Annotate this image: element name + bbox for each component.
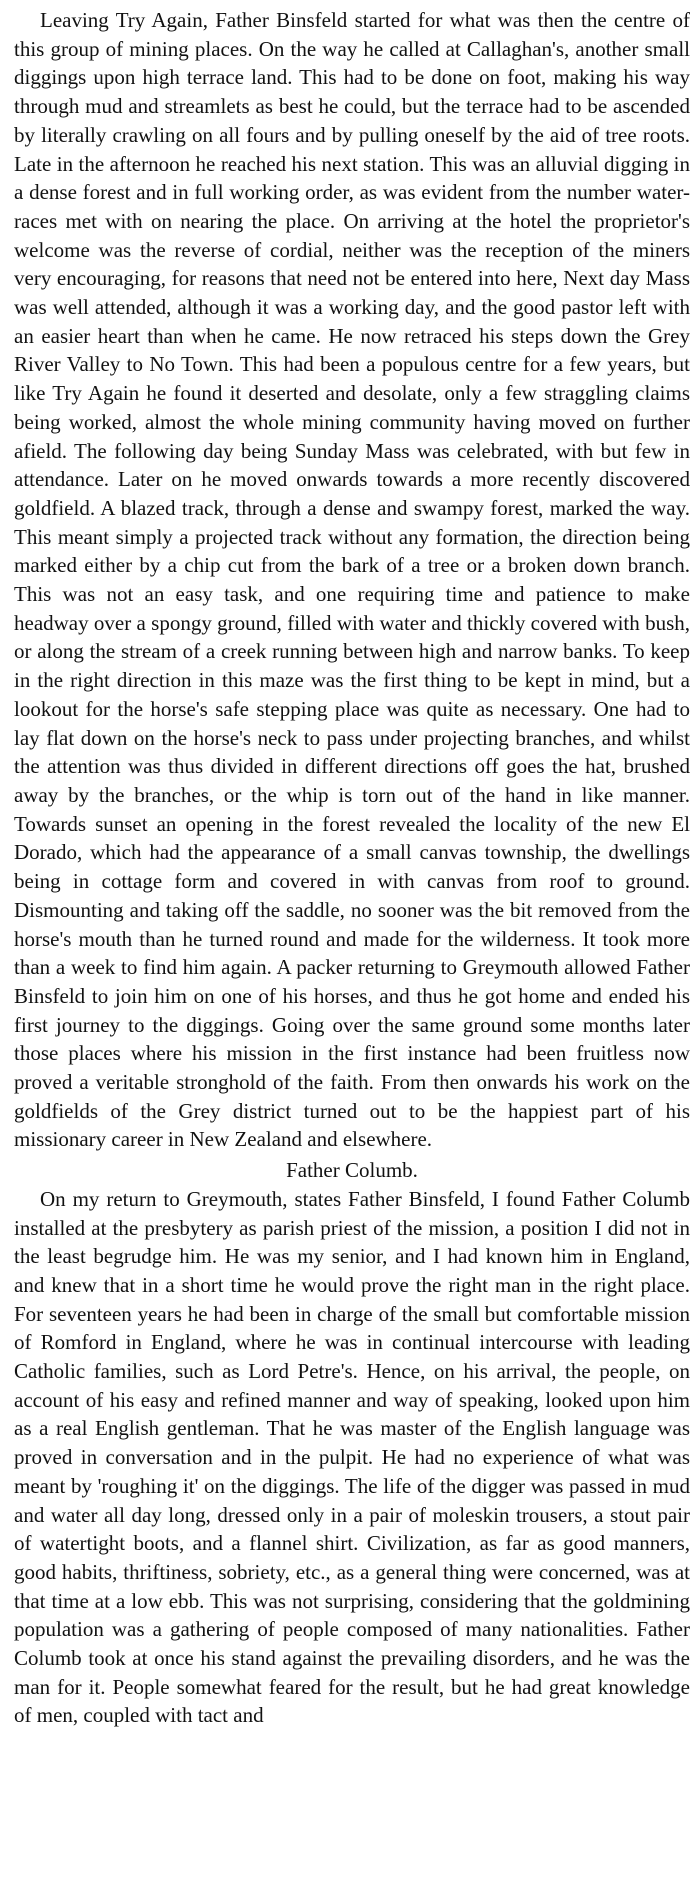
section-heading: Father Columb. — [286, 1158, 418, 1183]
article-paragraph-1: Leaving Try Again, Father Binsfeld started for what was then the centre of this group of mining places. On the way he called at Callaghan's, another small diggings upon high terrace land. This had to be done on foot, making his way through mud and streamlets as best he could, but the terrace had to be ascended by literally crawling on all fours and by pulling oneself by the aid of tree roots. Late in the afternoon he reached his next station. This was an alluvial digging in a dense forest and in full working order, as was evident from the number water-races met with on nearing the place. On arriving at the hotel the proprietor's welcome was the reverse of cordial, neither was the reception of the miners very encouraging, for reasons that need not be entered into here, Next day Mass was well attended, although it was a working day, and the good pastor left with an easier heart than when he came. He now retraced his steps down the Grey River Valley to No Town. This had been a populous centre for a few years, but like Try Again he found it deserted and desolate, only a few straggling claims being worked, almost the whole mining community having moved on further afield. The following day being Sunday Mass was celebrated, with but few in attendance. Later on he moved onwards towards a more recently discovered goldfield. A blazed track, through a dense and swampy forest, marked the way. This meant simply a projected track without any formation, the direction being marked either by a chip cut from the bark of a tree or a broken down branch. This was not an easy task, and one requiring time and patience to make headway over a spongy ground, filled with water and thickly covered with bush, or along the stream of a creek running between high and narrow banks. To keep in the right direction in this maze was the first thing to be kept in mind, but a lookout for the horse's safe stepping place was quite as necessary. One had to lay flat down on the horse's neck to pass under projecting branches, and whilst the attention was thus divided in different directions off goes the hat, brushed away by the branches, or the whip is torn out of the hand in like manner. Towards sunset an opening in the forest revealed the locality of the new El Dorado, which had the appearance of a small canvas township, the dwellings being in cottage form and covered in with canvas from roof to ground. Dismounting and taking off the saddle, no sooner was the bit removed from the horse's mouth than he turned round and made for the wilderness. It took more than a week to find him again. A packer returning to Greymouth allowed Father Binsfeld to join him on one of his horses, and thus he got home and ended his first journey to the diggings. Going over the same ground some months later those places where his mission in the first instance had been fruitless now proved a veritable stronghold of the faith. From then onwards his work on the goldfields of the Grey district turned out to be the happiest part of his missionary career in New Zealand and elsewhere. — [14, 8, 690, 1152]
article-paragraph-2: On my return to Greymouth, states Father Binsfeld, I found Father Columb installed at the presbytery as parish priest of the mission, a position I did not in the least begrudge him. He was my senior, and I had known him in England, and knew that in a short time he would prove the right man in the right place. For seventeen years he had been in charge of the small but comfortable mission of Romford in England, where he was in continual intercourse with leading Catholic families, such as Lord Petre's. Hence, on his arrival, the people, on account of his easy and refined manner and way of speaking, looked upon him as a real English gentleman. That he was master of the English language was proved in conversation and in the pulpit. He had no experience of what was meant by 'roughing it' on the diggings. The life of the digger was passed in mud and water all day long, dressed only in a pair of moleskin trousers, a stout pair of watertight boots, and a flannel shirt. Civilization, as far as good manners, good habits, thriftiness, sobriety, etc., as a general thing were concerned, was at that time at a low ebb. This was not surprising, considering that the goldmining population was a gathering of people composed of many nationalities. Father Columb took at once his stand against the prevailing disorders, and he was the man for it. People somewhat feared for the result, but he had great knowledge of men, coupled with tact and — [14, 1186, 690, 1728]
